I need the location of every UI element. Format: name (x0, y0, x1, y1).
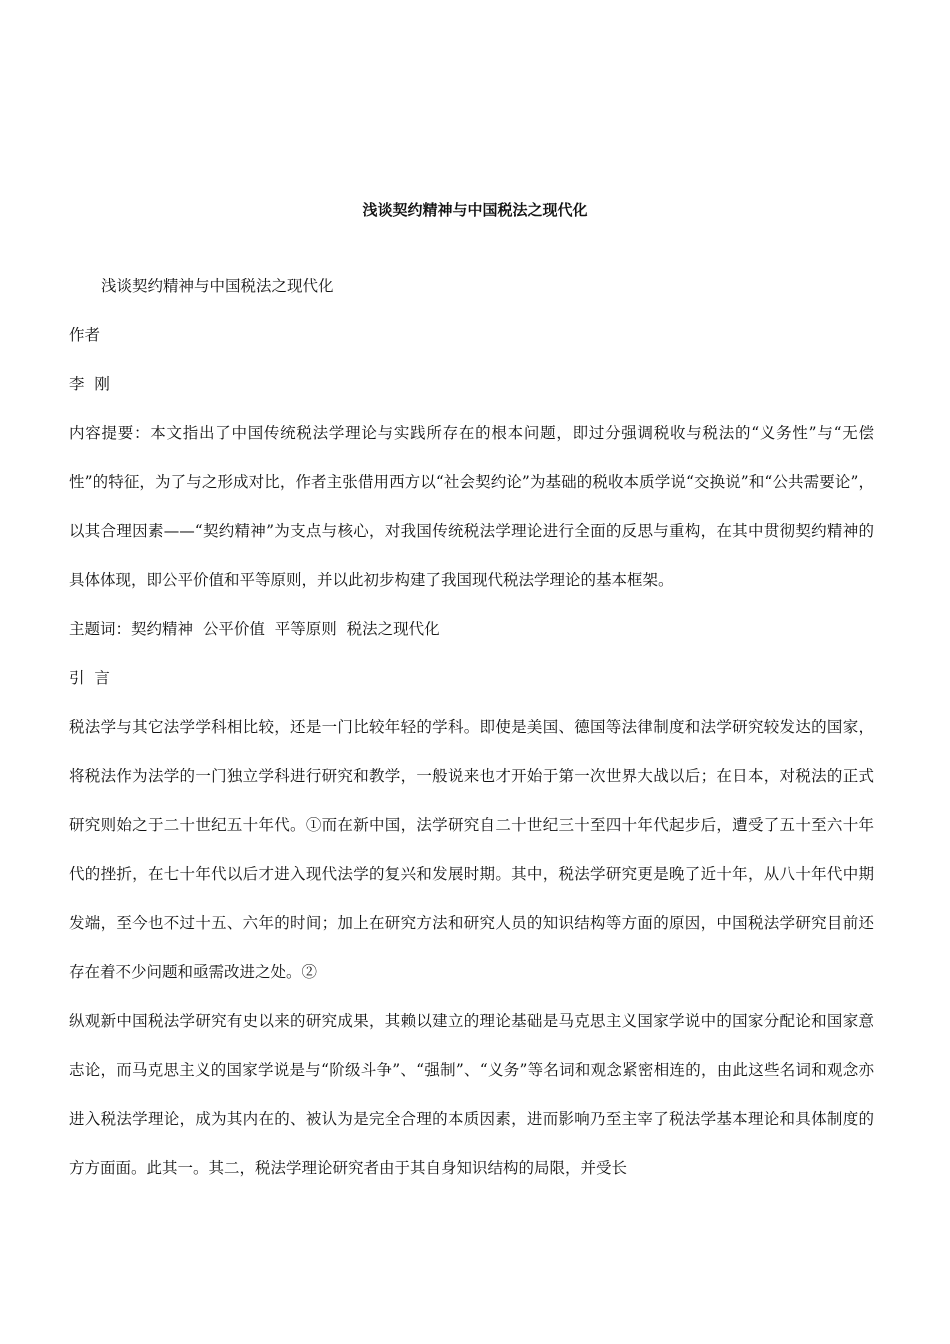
abstract-paragraph: 内容提要：本文指出了中国传统税法学理论与实践所存在的根本问题，即过分强调税收与税法的“义务性”与“无偿性”的特征，为了与之形成对比，作者主张借用西方以“社会契约论”为基础的税收本质学说“交换说”和“公共需要论”，以其合理因素——“契约精神”为支点与核心，对我国传统税法学理论进行全面的反思与重构，在其中贯彻契约精神的具体体现，即公平价值和平等原则，并以此初步构建了我国现代税法学理论的基本框架。 (69, 424, 874, 589)
author-label: 作者 (69, 326, 101, 344)
author-name: 李 刚 (69, 375, 110, 393)
intro-heading: 引 言 (69, 669, 110, 687)
keywords-line: 主题词：契约精神 公平价值 平等原则 税法之现代化 (69, 620, 440, 638)
subtitle: 浅谈契约精神与中国税法之现代化 (101, 277, 334, 295)
body-paragraph-2: 纵观新中国税法学研究有史以来的研究成果，其赖以建立的理论基础是马克思主义国家学说中的国家分配论和国家意志论，而马克思主义的国家学说是与“阶级斗争”、“强制”、“义务”等名词和观念紧密相连的，由此这些名词和观念亦进入税法学理论，成为其内在的、被认为是完全合理的本质因素，进而影响乃至主宰了税法学基本理论和具体制度的方方面面。此其一。其二，税法学理论研究者由于其自身知识结构的局限，并受长 (69, 1012, 874, 1177)
document-body (69, 262, 874, 1193)
document-title: 浅谈契约精神与中国税法之现代化 (362, 201, 588, 219)
body-paragraph-1: 税法学与其它法学学科相比较，还是一门比较年轻的学科。即使是美国、德国等法律制度和法学研究较发达的国家，将税法作为法学的一门独立学科进行研究和教学，一般说来也才开始于第一次世界大战以后；在日本，对税法的正式研究则始之于二十世纪五十年代。①而在新中国，法学研究自二十世纪三十至四十年代起步后，遭受了五十至六十年代的挫折，在七十年代以后才进入现代法学的复兴和发展时期。其中，税法学研究更是晚了近十年，从八十年代中期发端，至今也不过十五、六年的时间；加上在研究方法和研究人员的知识结构等方面的原因，中国税法学研究目前还存在着不少问题和亟需改进之处。② (69, 718, 874, 981)
